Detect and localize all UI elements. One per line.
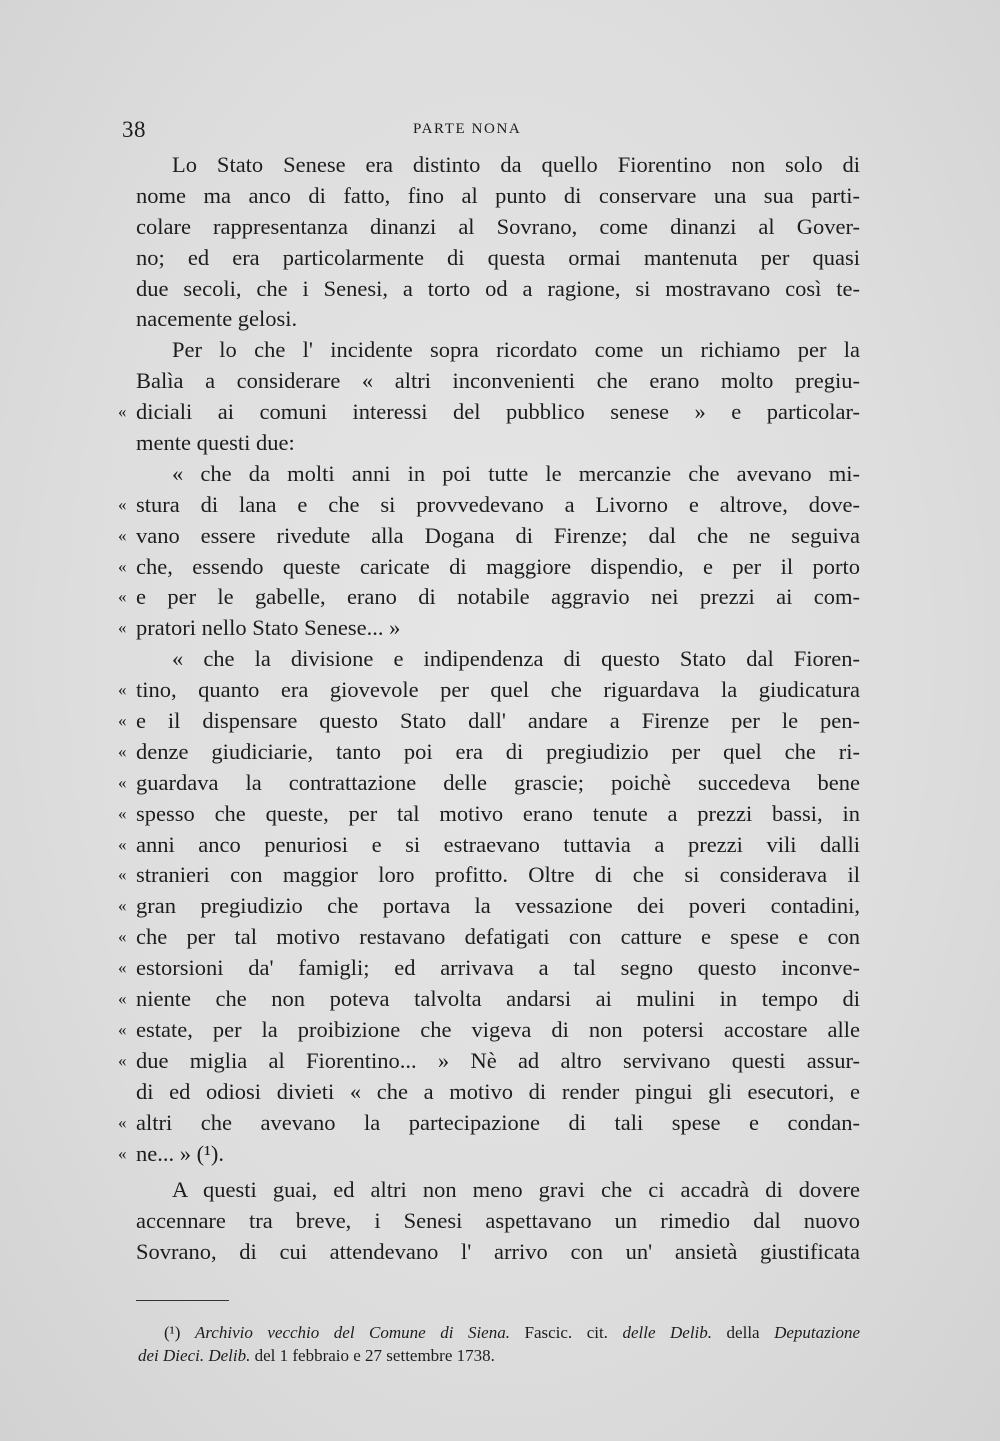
footnote-archive: Archivio vecchio del Comune di Siena. (194, 1323, 510, 1342)
text-line: nome ma anco di fatto, fino al punto di conservare una sua parti- (136, 182, 860, 208)
text-line: « diciali ai comuni interessi del pubblico senese » e particolar- (136, 397, 860, 428)
text-line: nacemente gelosi. (136, 306, 298, 332)
text-line: « che la divisione e indipendenza di questo Stato dal Fioren- (172, 646, 860, 672)
running-head: PARTE NONA (413, 121, 522, 137)
text-line: « niente che non poteva talvolta andarsi ai mulini in tempo di (136, 984, 860, 1015)
footnote-deputazione: Deputazione (774, 1323, 861, 1342)
footnote (138, 1321, 860, 1367)
text-line: « e il dispensare questo Stato dall' andare a Firenze per le pen- (136, 706, 860, 737)
quote-mark: « (118, 958, 127, 978)
page-number: 38 (122, 117, 146, 142)
quote-mark: « (118, 618, 127, 638)
text-line: no; ed era particolarmente di questa ormai mantenuta per quasi (136, 244, 860, 270)
text-line: A questi guai, ed altri non meno gravi che ci accadrà di dovere (172, 1177, 860, 1203)
text-line: « altri che avevano la partecipazione di tali spese e condan- (136, 1108, 860, 1139)
footnote-marker: (¹) (164, 1323, 181, 1342)
text-line: « due miglia al Fiorentino... » Nè ad altro servivano questi assur- (136, 1046, 860, 1077)
text-line: « estorsioni da' famigli; ed arrivava a tal segno questo inconve- (136, 953, 860, 984)
body-text (118, 150, 860, 1268)
text-line: « che da molti anni in poi tutte le mercanzie che avevano mi- (172, 460, 860, 486)
text-line: « stranieri con maggior loro profitto. Oltre di che si considerava il (136, 860, 860, 891)
quote-mark: « (118, 525, 127, 545)
quote-mark: « (118, 402, 127, 422)
quote-mark: « (118, 989, 127, 1009)
footnote-divider (136, 1300, 229, 1301)
quote-mark: « (118, 556, 127, 576)
text-line: Per lo che l' incidente sopra ricordato come un richiamo per la (172, 337, 860, 363)
quote-mark: « (118, 587, 127, 607)
footnote-dieci: dei Dieci. Delib. (138, 1346, 251, 1365)
footnote-line (138, 1321, 860, 1344)
quote-mark: « (118, 680, 127, 700)
quote-mark: « (118, 896, 127, 916)
text-line: « e per le gabelle, erano di notabile aggravio nei prezzi ai com- (136, 582, 860, 613)
text-line: « denze giudiciarie, tanto poi era di pregiudizio per quel che ri- (136, 737, 860, 768)
footnote-line (138, 1344, 860, 1367)
text-line: « vano essere rivedute alla Dogana di Firenze; dal che ne seguiva (136, 521, 860, 552)
quote-mark: « (118, 803, 127, 823)
text-line: « tino, quanto era giovevole per quel che riguardava la giudicatura (136, 675, 860, 706)
text-line: Sovrano, di cui attendevano l' arrivo con un' ansietà giustificata (136, 1239, 860, 1265)
text-line: accennare tra breve, i Senesi aspettavano un rimedio dal nuovo (136, 1208, 860, 1234)
quote-mark: « (118, 1143, 127, 1163)
text-line: di ed odiosi divieti « che a motivo di render pingui gli esecutori, e (136, 1078, 860, 1104)
text-line: « estate, per la proibizione che vigeva di non potersi accostare alle (136, 1015, 860, 1046)
text-line: « che per tal motivo restavano defatigati con catture e spese e con (136, 922, 860, 953)
text-line: « che, essendo queste caricate di maggiore dispendio, e per il porto (136, 552, 860, 583)
quote-mark: « (118, 834, 127, 854)
footnote-della: della (726, 1323, 760, 1342)
text-line: Balìa a considerare « altri inconvenienti che erano molto pregiu- (136, 368, 860, 394)
quote-mark: « (118, 711, 127, 731)
footnote-fascicle: Fascic. cit. (524, 1323, 608, 1342)
text-line: « gran pregiudizio che portava la vessazione dei poveri contadini, (136, 891, 860, 922)
quote-mark: « (118, 927, 127, 947)
quote-mark: « (118, 741, 127, 761)
footnote-delib: delle Delib. (622, 1323, 713, 1342)
text-line: due secoli, che i Senesi, a torto od a ragione, si mostravano così te- (136, 275, 860, 301)
footnote-date: del 1 febbraio e 27 settembre 1738. (254, 1346, 495, 1365)
text-line: « pratori nello Stato Senese... » (136, 613, 860, 644)
quote-mark: « (118, 865, 127, 885)
page-header (122, 117, 860, 147)
text-line: Lo Stato Senese era distinto da quello Fiorentino non solo di (172, 152, 860, 177)
text-line: colare rappresentanza dinanzi al Sovrano, come dinanzi al Gover- (136, 213, 860, 239)
quote-mark: « (118, 1019, 127, 1039)
quote-mark: « (118, 1050, 127, 1070)
text-line: « stura di lana e che si provvedevano a Livorno e altrove, dove- (136, 490, 860, 521)
text-line: « guardava la contrattazione delle grascie; poichè succedeva bene (136, 768, 860, 799)
quote-mark: « (118, 772, 127, 792)
text-line: mente questi due: (136, 430, 295, 456)
quote-mark: « (118, 1112, 127, 1132)
quote-mark: « (118, 494, 127, 514)
text-line: « ne... » (¹). (136, 1139, 860, 1170)
text-line: « spesso che queste, per tal motivo erano tenute a prezzi bassi, in (136, 799, 860, 830)
text-line: « anni anco penuriosi e si estraevano tuttavia a prezzi vili dalli (136, 830, 860, 861)
